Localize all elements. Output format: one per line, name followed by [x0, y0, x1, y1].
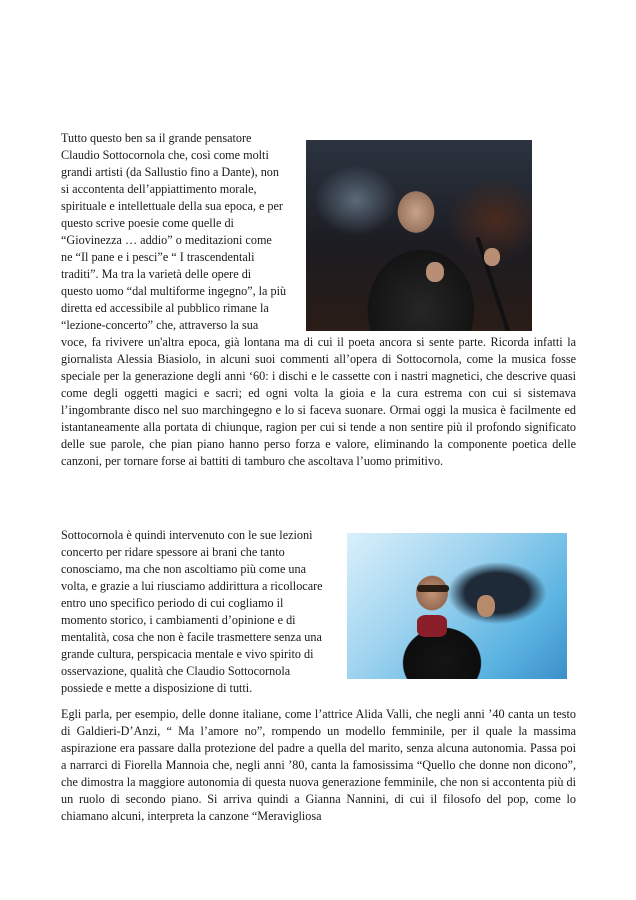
text-line: mentalità, cosa che non è facile trasmettere senza una [61, 630, 322, 644]
text-line: “Giovinezza … addio” o meditazioni come [61, 233, 272, 247]
photo-hand [477, 595, 495, 617]
text-line: grande cultura, perspicacia mentale e vivo spirito di [61, 647, 314, 661]
text-line: diretta ed accessibile al pubblico rimane la [61, 301, 269, 315]
text-line: momento storico, i cambiamenti d’opinione e di [61, 613, 296, 627]
concert-photo-piano [306, 140, 532, 331]
concert-photo-blue-stage [347, 533, 567, 679]
text-line: Sottocornola è quindi intervenuto con le sue lezioni [61, 528, 313, 542]
text-line: volta, e grazie a lui riusciamo addirittura a ricollocare [61, 579, 323, 593]
text-line: questo scrive poesie come quelle di [61, 216, 234, 230]
paragraph-2-lines [61, 527, 337, 697]
text-line: Tutto questo ben sa il grande pensatore [61, 131, 252, 145]
photo-glasses [417, 585, 449, 592]
paragraph-3-text: Egli parla, per esempio, delle donne italiane, come l’attrice Alida Valli, che negli anni ’40 canta un testo di Galdieri-D’Anzi, “ Ma l’amore no”, rompendo un modello femminile, per il quale la massima aspirazione era passare dalla protezione del padre a quella del marito, senza alcuna autonomia. Passa poi a narrarci di Fiorella Mannoia che, negli anni ’80, canta la famosissima “Quello che donne non dicono”, che dimostra la maggiore autonomia di questa nuova generazione femminile, che non si accontenta più di un ruolo di secondo piano. Si arriva quindi a Gianna Nannini, di cui il filosofo del pop, come lo chiamano alcuni, interpreta la canzone “Meravigliosa [61, 707, 576, 823]
text-line: traditi”. Ma tra la varietà delle opere di [61, 267, 252, 281]
paragraph-3 [61, 706, 576, 825]
text-line: ne “Il pane e i pesci”e “ I trascendentali [61, 250, 255, 264]
photo-scarf [417, 615, 447, 637]
text-line: possiede e mette a disposizione di tutti. [61, 681, 253, 695]
photo-hand [426, 262, 444, 282]
text-line: conosciamo, ma che non ascoltiamo più come una [61, 562, 307, 576]
text-line: osservazione, qualità che Claudio Sottocornola [61, 664, 291, 678]
text-line: questo uomo “dal multiforme ingegno”, la più [61, 284, 287, 298]
paragraph-1-continuation: voce, fa rivivere un'altra epoca, già lontana ma di cui il poeta ancora si sente parte. Ricorda infatti la giornalista Alessia Biasiolo, in alcuni suoi commenti all’opera di Sottocornola, come la musica fosse speciale per la generazione degli anni ‘60: i dischi e le cassette con i nastri magnetici, che descrive quasi come degli oggetti magici e sacri; ed ogni volta la gioia e la cura estrema con cui si sistemava l’ingombrante disco nel suo marchingegno e lo si faceva suonare. Ormai oggi la musica è facilmente ed istantaneamente alla portata di chiunque, ragion per cui si tende a non sentire più il profondo significato delle sue parole, che pian piano hanno perso forza e valore, eliminando la componente poetica delle canzoni, per tornare forse ai battiti di tamburo che ascoltava l’uomo primitivo. [61, 335, 576, 468]
paragraph-1-wide [61, 334, 576, 470]
text-line: grandi artisti (da Sallustio fino a Dante), non [61, 165, 279, 179]
text-line: spirituale e intellettuale della sua epoca, e per [61, 199, 283, 213]
paragraph-2 [61, 527, 337, 697]
paragraph-1-lines [61, 130, 287, 334]
text-line: “lezione-concerto” che, attraverso la sua [61, 318, 259, 332]
text-line: si accontenta dell’appiattimento morale, [61, 182, 257, 196]
text-line: concerto per ridare spessore ai brani che tanto [61, 545, 285, 559]
photo-hand [484, 248, 500, 266]
text-line: entro uno specifico periodo di cui cogliamo il [61, 596, 284, 610]
paragraph-1-narrow [61, 130, 287, 334]
text-line: Claudio Sottocornola che, così come molti [61, 148, 269, 162]
